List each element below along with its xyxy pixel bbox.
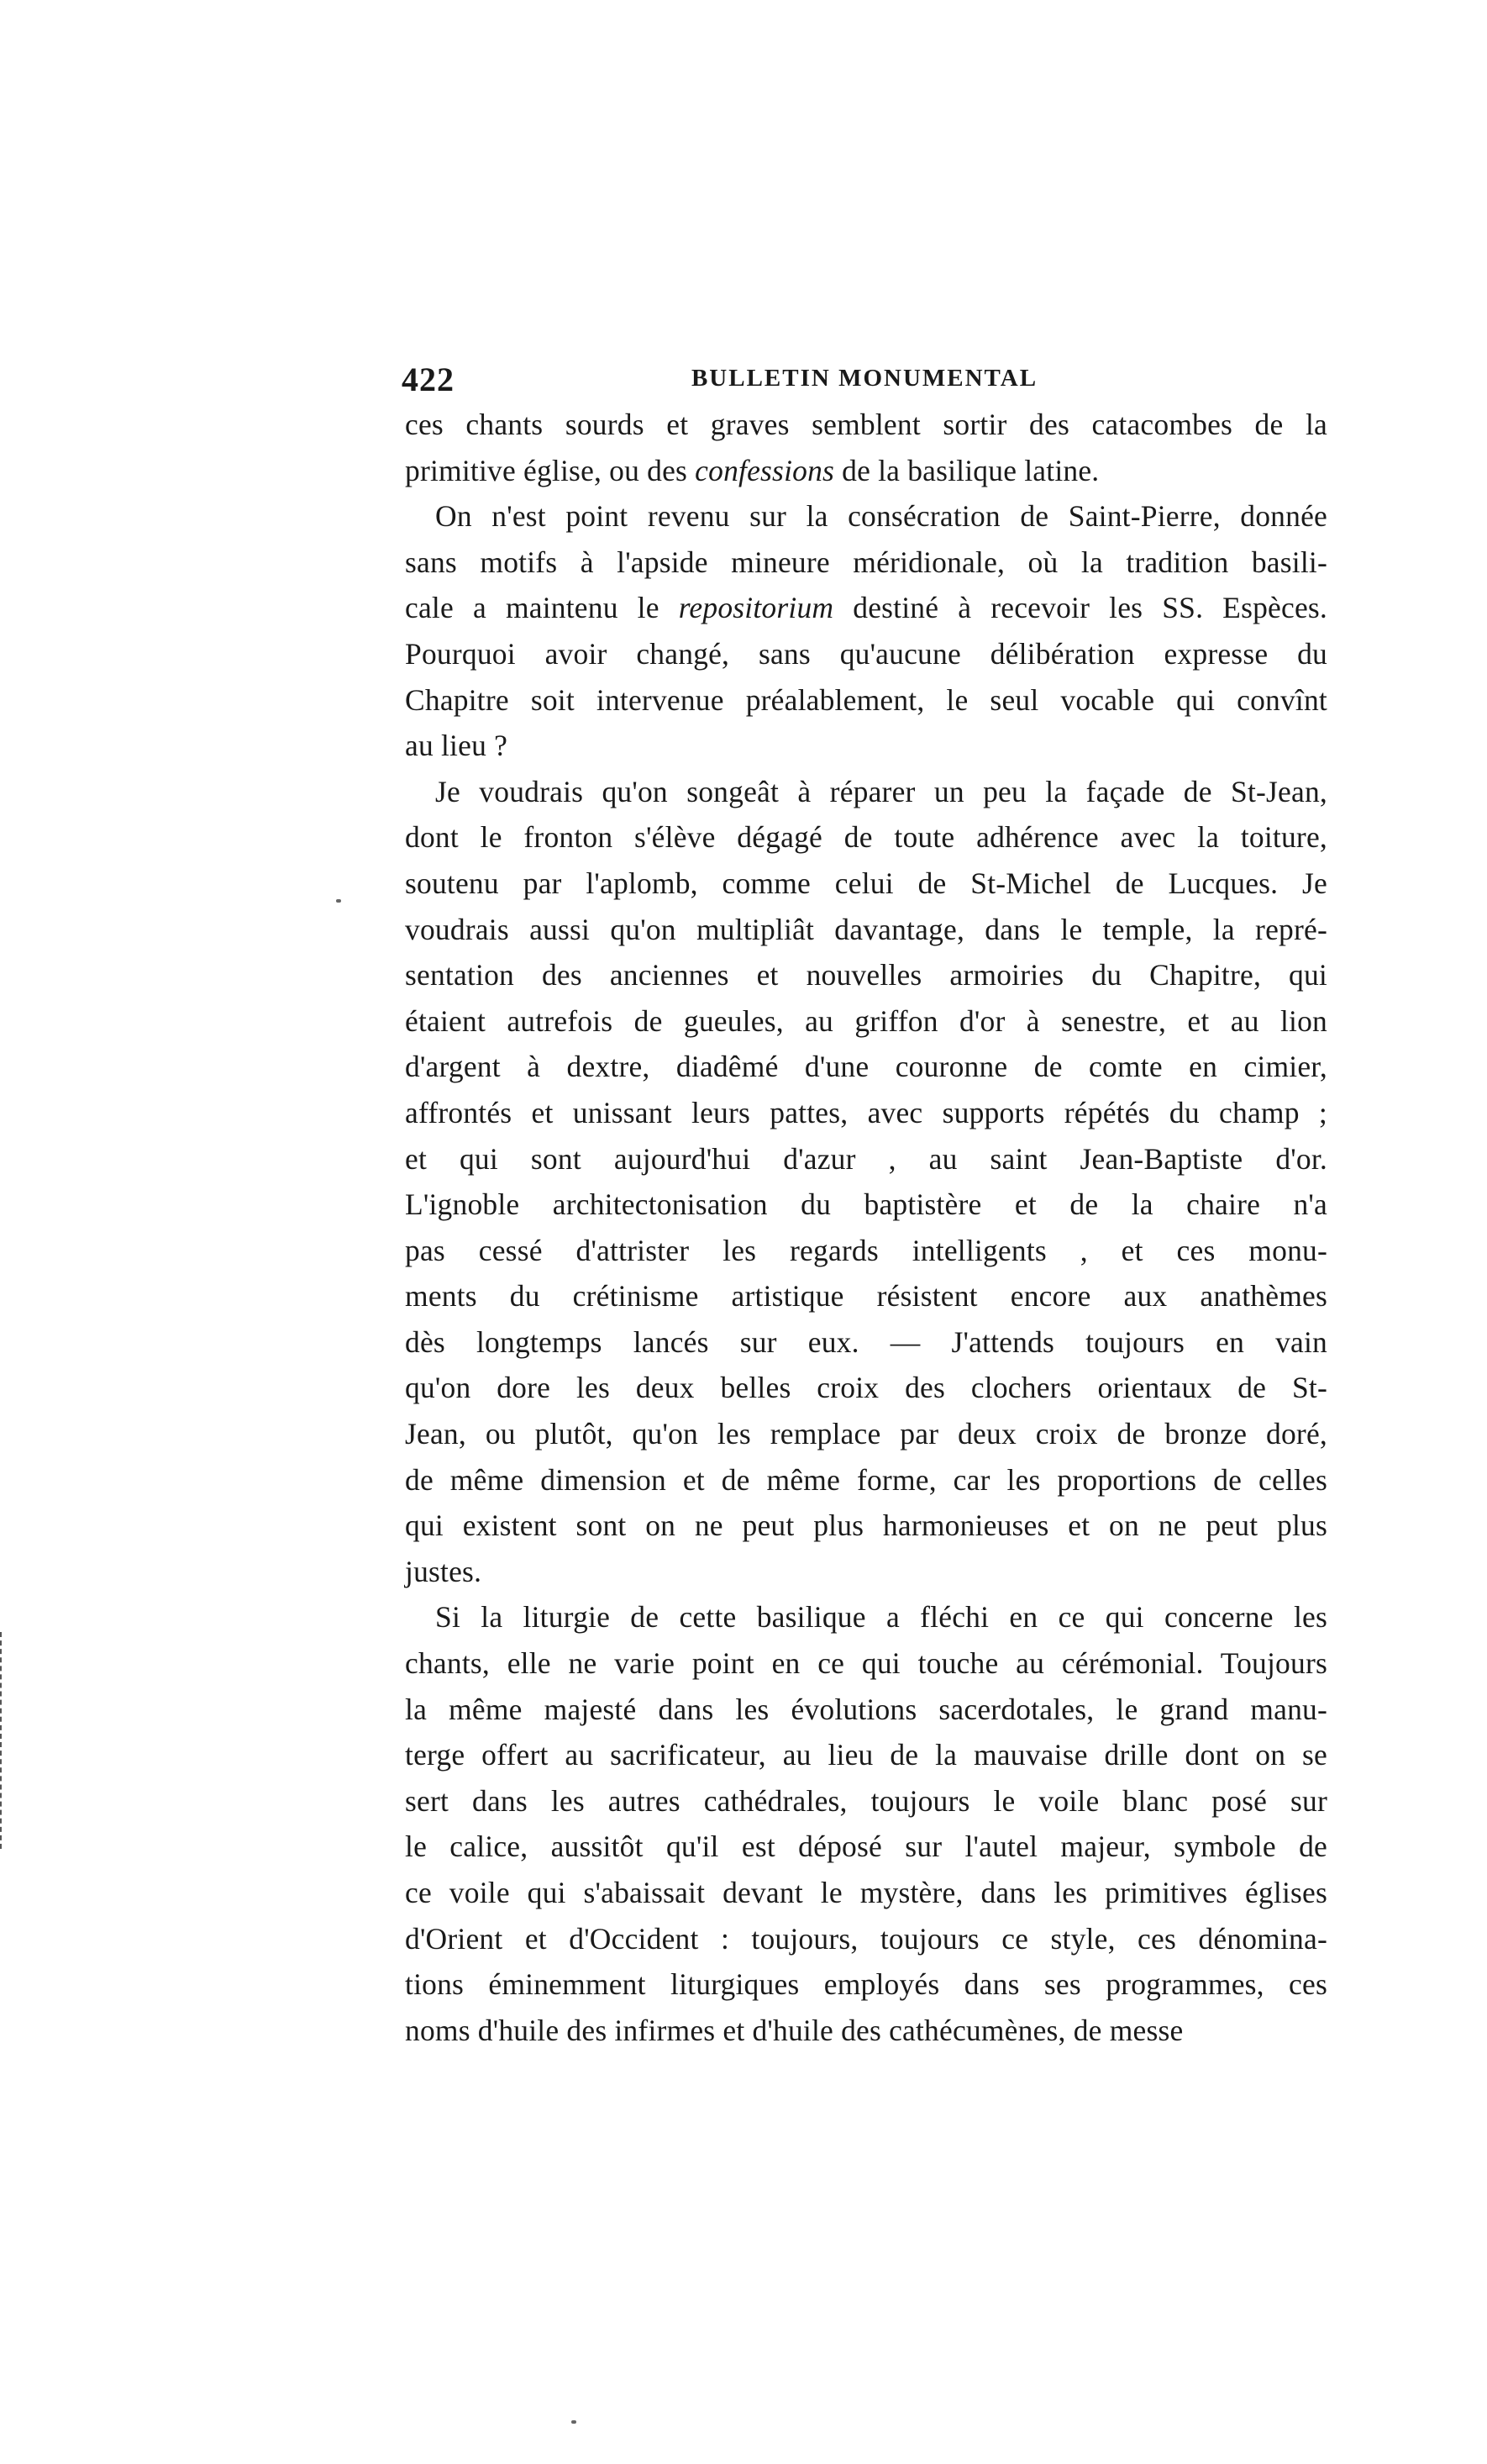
text-line: étaient autrefois de gueules, au griffon d'or à senestre, et au lion [405, 1003, 1327, 1038]
text-line: au lieu ? [405, 729, 508, 763]
text-line: la même majesté dans les évolutions sacerdotales, le grand manu- [405, 1692, 1327, 1726]
text-line: cale a maintenu le repositorium destiné à recevoir les SS. Espèces. [405, 591, 1327, 625]
text-line: et qui sont aujourd'hui d'azur , au saint Jean-Baptiste d'or. [405, 1141, 1327, 1176]
text-line: terge offert au sacrificateur, au lieu de la mauvaise drille dont on se [405, 1738, 1327, 1772]
text-line: ce voile qui s'abaissait devant le mystère, dans les primitives églises [405, 1876, 1327, 1909]
paragraph [405, 769, 1327, 1595]
text-line: justes. [405, 1554, 482, 1588]
text-line: chants, elle ne varie point en ce qui touche au cérémonial. Toujours [405, 1646, 1327, 1681]
paragraph [405, 402, 1327, 493]
binding-margin-mark [0, 1632, 5, 1849]
body-text [405, 402, 1327, 2053]
text-line: le calice, aussitôt qu'il est déposé sur l'autel majeur, symbole de [405, 1830, 1327, 1864]
text-line: affrontés et unissant leurs pattes, avec supports répétés du champ ; [405, 1095, 1327, 1129]
text-line: sentation des anciennes et nouvelles armoiries du Chapitre, qui [405, 958, 1327, 992]
journal-title: BULLETIN MONUMENTAL [691, 365, 1038, 392]
text-line: Je voudrais qu'on songeât à réparer un peu la façade de St-Jean, [435, 774, 1327, 808]
text-line: Si la liturgie de cette basilique a fléchi en ce qui concerne les [435, 1600, 1327, 1635]
text-line: sert dans les autres cathédrales, toujours le voile blanc posé sur [405, 1783, 1327, 1818]
text-line: pas cessé d'attrister les regards intelligents , et ces monu- [405, 1233, 1327, 1267]
text-line: ces chants sourds et graves semblent sortir des catacombes de la [405, 408, 1327, 441]
text-line: Jean, ou plutôt, qu'on les remplace par deux croix de bronze doré, [405, 1417, 1327, 1451]
paragraph [405, 1594, 1327, 2053]
text-line: noms d'huile des infirmes et d'huile des cathécumènes, de messe [405, 2013, 1184, 2047]
text-line: qu'on dore les deux belles croix des clochers orientaux de St- [405, 1371, 1327, 1405]
text-line: dès longtemps lancés sur eux. — J'attends toujours en vain [405, 1324, 1327, 1359]
stray-mark [571, 2420, 576, 2424]
text-line: Chapitre soit intervenue préalablement, le seul vocable qui convînt [405, 682, 1327, 717]
text-line: soutenu par l'aplomb, comme celui de St-Michel de Lucques. Je [405, 866, 1327, 900]
text-line: primitive église, ou des confessions de la basilique latine. [405, 453, 1100, 487]
paragraph [405, 493, 1327, 769]
text-line: tions éminemment liturgiques employés dans ses programmes, ces [405, 1967, 1327, 2002]
text-line: d'Orient et d'Occident : toujours, toujours ce style, ces dénomina- [405, 1921, 1327, 1956]
text-line: dont le fronton s'élève dégagé de toute adhérence avec la toiture, [405, 820, 1327, 855]
stray-mark [336, 899, 341, 903]
running-head [402, 360, 1327, 402]
text-line: On n'est point revenu sur la consécration de Saint-Pierre, donnée [435, 499, 1327, 534]
text-line: Pourquoi avoir changé, sans qu'aucune délibération expresse du [405, 636, 1327, 671]
text-line: de même dimension et de même forme, car les proportions de celles [405, 1462, 1327, 1497]
text-line: qui existent sont on ne peut plus harmonieuses et on ne peut plus [405, 1508, 1327, 1543]
text-line: L'ignoble architectonisation du baptistère et de la chaire n'a [405, 1187, 1327, 1222]
text-line: sans motifs à l'apside mineure méridionale, où la tradition basili- [405, 545, 1327, 579]
text-line: ments du crétinisme artistique résistent encore aux anathèmes [405, 1279, 1327, 1314]
text-line: voudrais aussi qu'on multipliât davantage, dans le temple, la repré- [405, 912, 1327, 946]
page-number: 422 [402, 361, 455, 398]
text-line: d'argent à dextre, diadêmé d'une couronne de comte en cimier, [405, 1050, 1327, 1084]
